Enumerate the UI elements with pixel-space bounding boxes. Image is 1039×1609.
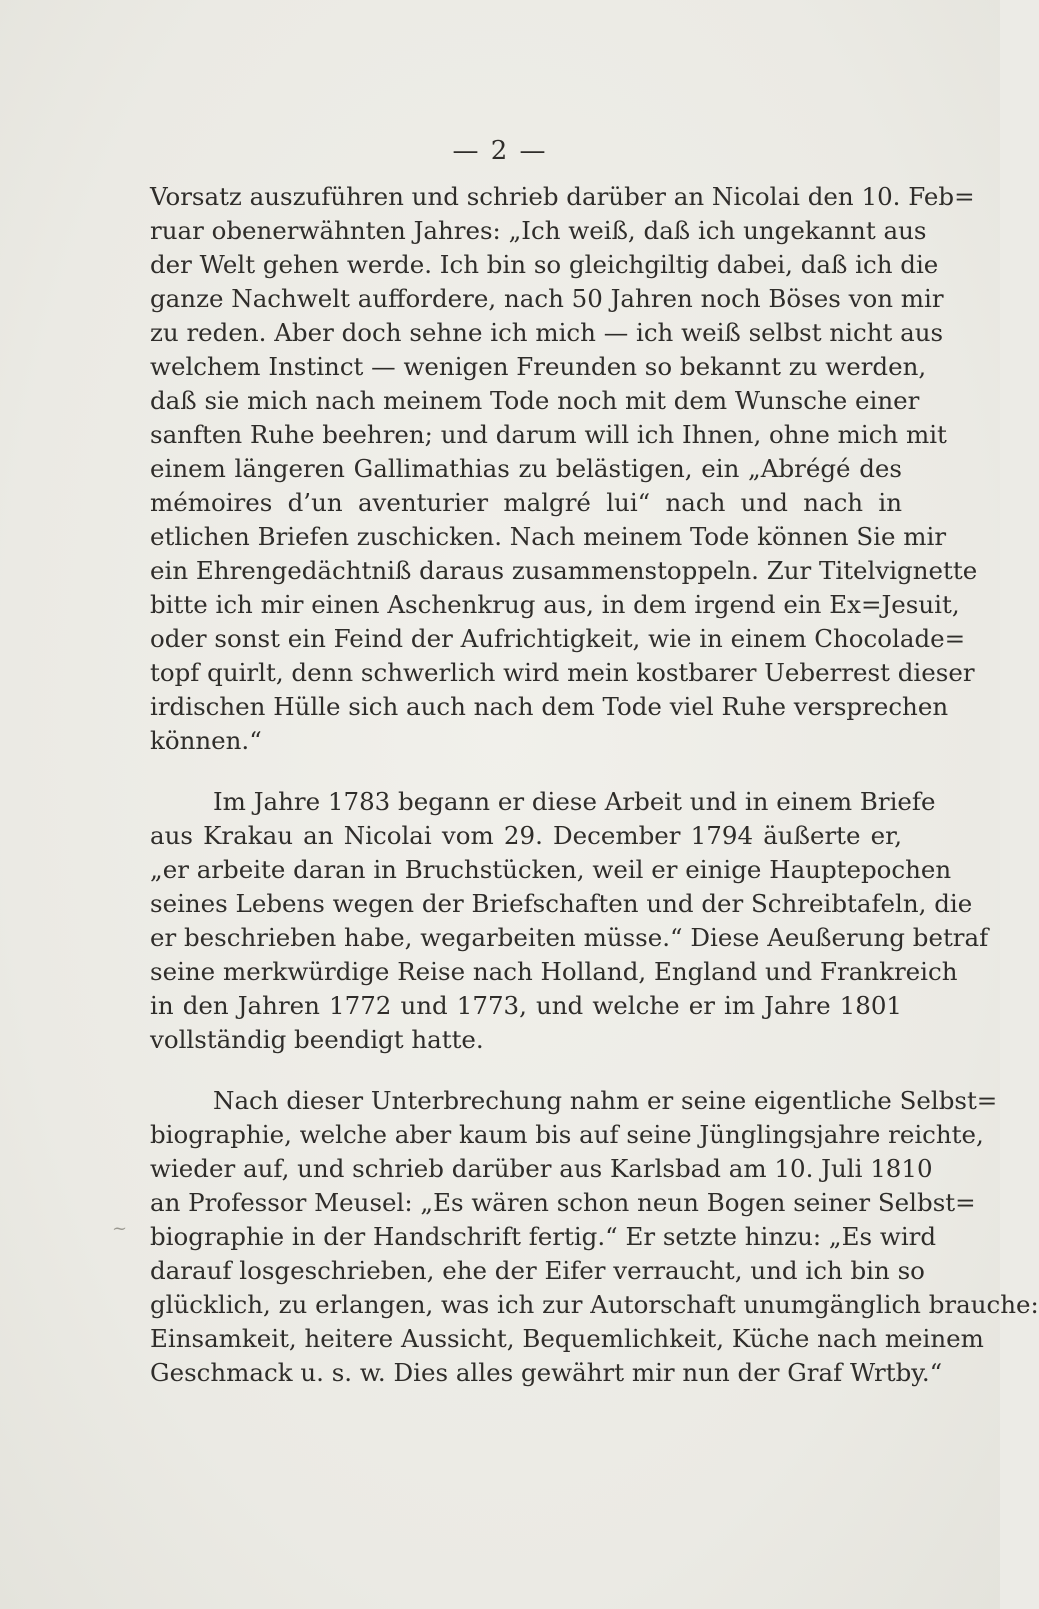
- text-line: bitte ich mir einen Aschenkrug aus, in dem irgend ein Ex=Jesuit,: [150, 590, 960, 619]
- margin-pencil-mark: ~: [112, 1218, 128, 1239]
- text-line: irdischen Hülle sich auch nach dem Tode viel Ruhe versprechen: [150, 692, 949, 721]
- text-line: in den Jahren 1772 und 1773, und welche er im Jahre 1801: [150, 991, 902, 1020]
- text-line: der Welt gehen werde. Ich bin so gleichgiltig dabei, daß ich die: [150, 250, 939, 279]
- text-line: Nach dieser Unterbrechung nahm er seine eigentliche Selbst=: [213, 1086, 998, 1115]
- text-line: darauf losgeschrieben, ehe der Eifer verraucht, und ich bin so: [150, 1256, 925, 1285]
- text-line: sanften Ruhe beehren; und darum will ich Ihnen, ohne mich mit: [150, 420, 947, 449]
- text-line: biographie in der Handschrift fertig.“ Er setzte hinzu: „Es wird: [150, 1222, 937, 1251]
- text-line: etlichen Briefen zuschicken. Nach meinem Tode können Sie mir: [150, 522, 947, 551]
- text-line: glücklich, zu erlangen, was ich zur Autorschaft unumgänglich brauche:: [150, 1290, 1039, 1319]
- text-line: ganze Nachwelt auffordere, nach 50 Jahren noch Böses von mir: [150, 284, 944, 313]
- paragraph-gap: [150, 1057, 902, 1084]
- text-line: aus Krakau an Nicolai vom 29. December 1794 äußerte er,: [150, 821, 902, 850]
- text-line: er beschrieben habe, wegarbeiten müsse.“ Diese Aeußerung betraf: [150, 923, 989, 952]
- text-line: einem längeren Gallimathias zu belästigen, ein „Abrégé des: [150, 454, 902, 483]
- text-line: seines Lebens wegen der Briefschaften und der Schreibtafeln, die: [150, 889, 973, 918]
- text-line: biographie, welche aber kaum bis auf seine Jünglingsjahre reichte,: [150, 1120, 984, 1149]
- paragraph: [150, 180, 978, 758]
- text-line: seine merkwürdige Reise nach Holland, England und Frankreich: [150, 957, 958, 986]
- text-line: an Professor Meusel: „Es wären schon neun Bogen seiner Selbst=: [150, 1188, 976, 1217]
- text-line: zu reden. Aber doch sehne ich mich — ich weiß selbst nicht aus: [150, 318, 944, 347]
- paragraph: [150, 1084, 1039, 1390]
- text-line: vollständig beendigt hatte.: [150, 1025, 484, 1054]
- text-line: Vorsatz auszuführen und schrieb darüber an Nicolai den 10. Feb=: [150, 182, 975, 211]
- paragraph-gap: [150, 758, 902, 785]
- text-line: können.“: [150, 726, 262, 755]
- text-line: Im Jahre 1783 begann er diese Arbeit und in einem Briefe: [213, 787, 936, 816]
- text-line: daß sie mich nach meinem Tode noch mit dem Wunsche einer: [150, 386, 920, 415]
- paragraph: [150, 785, 989, 1057]
- text-line: ein Ehrengedächtniß daraus zusammenstoppeln. Zur Titelvignette: [150, 556, 978, 585]
- text-line: oder sonst ein Feind der Aufrichtigkeit, wie in einem Chocolade=: [150, 624, 966, 653]
- text-line: wieder auf, und schrieb darüber aus Karlsbad am 10. Juli 1810: [150, 1154, 933, 1183]
- text-line: Einsamkeit, heitere Aussicht, Bequemlichkeit, Küche nach meinem: [150, 1324, 984, 1353]
- text-line: topf quirlt, denn schwerlich wird mein kostbarer Ueberrest dieser: [150, 658, 975, 687]
- body-text: [150, 180, 1039, 1390]
- text-line: ruar obenerwähnten Jahres: „Ich weiß, daß ich ungekannt aus: [150, 216, 927, 245]
- page-number: — 2 —: [452, 136, 548, 166]
- text-line: welchem Instinct — wenigen Freunden so bekannt zu werden,: [150, 352, 927, 381]
- text-line: Geschmack u. s. w. Dies alles gewährt mir nun der Graf Wrtby.“: [150, 1358, 943, 1387]
- text-line: mémoires d’un aventurier malgré lui“ nach und nach in: [150, 488, 902, 517]
- text-line: „er arbeite daran in Bruchstücken, weil er einige Hauptepochen: [150, 855, 952, 884]
